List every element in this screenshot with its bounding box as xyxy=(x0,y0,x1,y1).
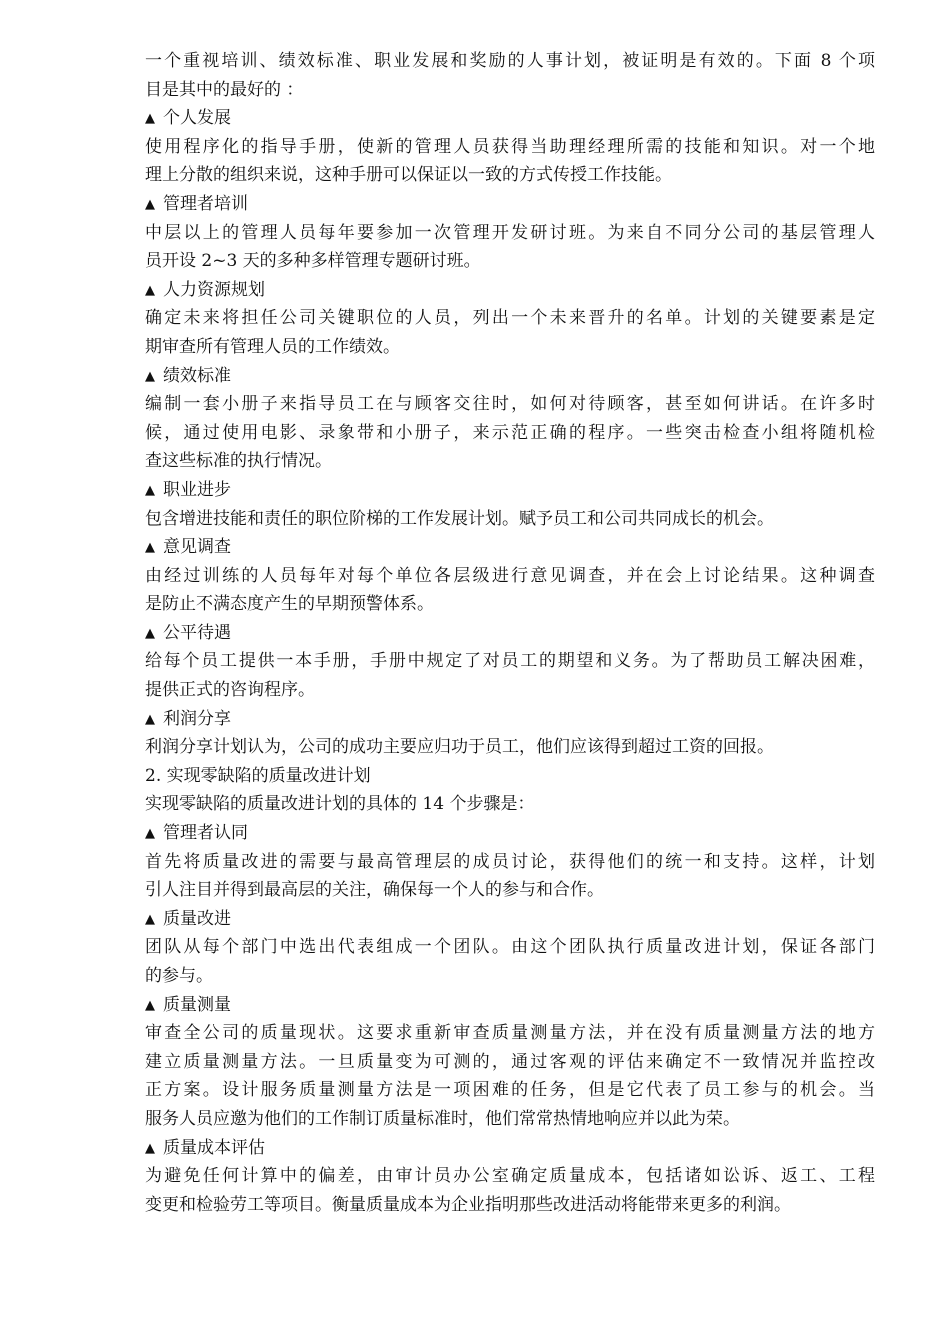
paragraph-line: 目是其中的最好的 ： xyxy=(145,79,304,100)
bullet-heading-text: 质量成本评估 xyxy=(163,1137,265,1158)
paragraph-line: 正方案。设计服务质量测量方法是一项困难的任务，但是它代表了员工参与的机会。当 xyxy=(145,1080,875,1101)
bullet-heading-text: 质量测量 xyxy=(163,994,231,1015)
triangle-bullet-icon: ▲ xyxy=(145,540,155,556)
bullet-heading-text: 绩效标准 xyxy=(163,365,231,386)
bullet-heading xyxy=(145,819,875,848)
paragraph-line: 编制一套小册子来指导员工在与顾客交往时，如何对待顾客，甚至如何讲话。在许多时 xyxy=(145,394,875,415)
bullet-heading xyxy=(145,190,875,219)
paragraph-line: 一个重视培训、绩效标准、职业发展和奖励的人事计划，被证明是有效的。下面 8 个项 xyxy=(145,51,875,71)
bullet-heading xyxy=(145,362,875,391)
paragraph-line: 服务人员应邀为他们的工作制订质量标准时，他们常常热情地响应并以此为荣。 xyxy=(145,1108,740,1129)
paragraph-line: 引人注目并得到最高层的关注，确保每一个人的参与和合作。 xyxy=(145,880,604,901)
bullet-heading-text: 职业进步 xyxy=(163,479,231,500)
bullet-heading-text: 管理者培训 xyxy=(163,193,248,214)
bullet-heading xyxy=(145,533,875,562)
paragraph-line: 员开设 2~3 天的多种多样管理专题研讨班。 xyxy=(145,251,481,272)
paragraph-line: 期审查所有管理人员的工作绩效。 xyxy=(145,336,400,357)
section-heading: 2. 实现零缺陷的质量改进计划 xyxy=(145,765,371,786)
paragraph-line: 查这些标准的执行情况。 xyxy=(145,451,332,472)
triangle-bullet-icon: ▲ xyxy=(145,1140,155,1156)
paragraph-line: 为避免任何计算中的偏差，由审计员办公室确定质量成本，包括诸如讼诉、返工、工程 xyxy=(145,1166,875,1187)
paragraph-line: 建立质量测量方法。一旦质量变为可测的，通过客观的评估来确定不一致情况并监控改 xyxy=(145,1051,875,1072)
paragraph-line: 变更和检验劳工等项目。衡量质量成本为企业指明那些改进活动将能带来更多的利润。 xyxy=(145,1194,791,1215)
triangle-bullet-icon: ▲ xyxy=(145,911,155,927)
paragraph-line: 团队从每个部门中选出代表组成一个团队。由这个团队执行质量改进计划，保证各部门 xyxy=(145,937,875,958)
triangle-bullet-icon: ▲ xyxy=(145,282,155,298)
paragraph-line: 审查全公司的质量现状。这要求重新审查质量测量方法，并在没有质量测量方法的地方 xyxy=(145,1023,875,1044)
paragraph-line: 包含增进技能和责任的职位阶梯的工作发展计划。赋予员工和公司共同成长的机会。 xyxy=(145,508,774,529)
triangle-bullet-icon: ▲ xyxy=(145,111,155,127)
bullet-heading-text: 人力资源规划 xyxy=(163,279,265,300)
paragraph-line: 提供正式的咨询程序。 xyxy=(145,680,315,701)
paragraph-line: 中层以上的管理人员每年要参加一次管理开发研讨班。为来自不同分公司的基层管理人 xyxy=(145,222,875,243)
paragraph-line: 首先将质量改进的需要与最高管理层的成员讨论，获得他们的统一和支持。这样，计划 xyxy=(145,851,875,872)
paragraph-line: 候，通过使用电影、录象带和小册子，来示范正确的程序。一些突击检查小组将随机检 xyxy=(145,422,875,443)
bullet-heading xyxy=(145,905,875,934)
paragraph-line: 理上分散的组织来说，这种手册可以保证以一致的方式传授工作技能。 xyxy=(145,165,672,186)
document-page xyxy=(145,47,875,1219)
triangle-bullet-icon: ▲ xyxy=(145,711,155,727)
bullet-heading xyxy=(145,705,875,734)
paragraph-line: 由经过训练的人员每年对每个单位各层级进行意见调查，并在会上讨论结果。这种调查 xyxy=(145,565,875,586)
bullet-heading xyxy=(145,476,875,505)
bullet-heading xyxy=(145,991,875,1020)
paragraph-line: 是防止不满态度产生的早期预警体系。 xyxy=(145,594,434,615)
bullet-heading xyxy=(145,619,875,648)
paragraph-line: 实现零缺陷的质量改进计划的具体的 14 个步骤是： xyxy=(145,794,535,815)
bullet-heading-text: 个人发展 xyxy=(163,108,231,129)
bullet-heading-text: 管理者认同 xyxy=(163,823,248,844)
bullet-heading xyxy=(145,276,875,305)
triangle-bullet-icon: ▲ xyxy=(145,196,155,212)
triangle-bullet-icon: ▲ xyxy=(145,368,155,384)
bullet-heading-text: 公平待遇 xyxy=(163,622,231,643)
bullet-heading xyxy=(145,104,875,133)
bullet-heading-text: 质量改进 xyxy=(163,908,231,929)
bullet-heading-text: 利润分享 xyxy=(163,708,231,729)
triangle-bullet-icon: ▲ xyxy=(145,482,155,498)
paragraph-line: 的参与。 xyxy=(145,966,213,986)
bullet-heading-text: 意见调查 xyxy=(163,537,231,558)
paragraph-line: 使用程序化的指导手册，使新的管理人员获得当助理经理所需的技能和知识。对一个地 xyxy=(145,136,875,157)
paragraph-line: 利润分享计划认为，公司的成功主要应归功于员工，他们应该得到超过工资的回报。 xyxy=(145,737,774,758)
triangle-bullet-icon: ▲ xyxy=(145,997,155,1013)
paragraph-line: 确定未来将担任公司关键职位的人员，列出一个未来晋升的名单。计划的关键要素是定 xyxy=(145,308,875,329)
paragraph-line: 给每个员工提供一本手册，手册中规定了对员工的期望和义务。为了帮助员工解决困难， xyxy=(145,651,875,672)
bullet-heading xyxy=(145,1134,875,1163)
triangle-bullet-icon: ▲ xyxy=(145,826,155,842)
triangle-bullet-icon: ▲ xyxy=(145,625,155,641)
